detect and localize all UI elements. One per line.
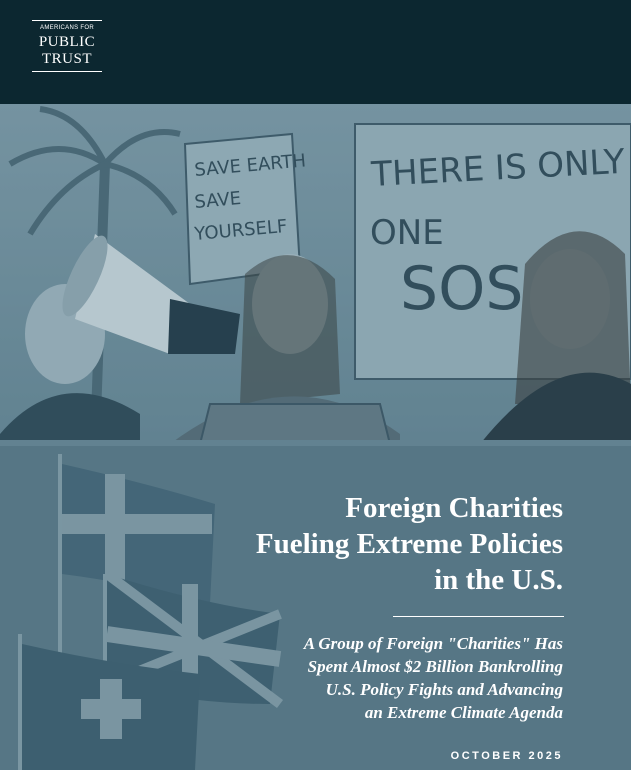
title-line-1: Foreign Charities <box>345 492 563 524</box>
subtitle-line-1: A Group of Foreign "Charities" Has <box>303 634 563 653</box>
logo-line-2: PUBLIC <box>38 34 96 50</box>
sign-right-line-3: SOS <box>400 254 524 324</box>
sign-left-line-3: YOURSELF <box>193 215 289 245</box>
logo-top-rule <box>32 20 102 21</box>
header-bar <box>0 0 631 104</box>
title-line-3: in the U.S. <box>434 564 563 596</box>
logo-line-3: TRUST <box>41 51 92 67</box>
subtitle-line-2: Spent Almost $2 Billion Bankrolling <box>307 657 563 676</box>
sign-left-line-1: SAVE EARTH <box>193 150 307 181</box>
publication-date: OCTOBER 2025 <box>450 750 563 762</box>
americans-for-public-trust-logo <box>32 20 102 74</box>
subtitle-line-3: U.S. Policy Fights and Advancing <box>325 680 563 699</box>
report-title <box>143 490 563 598</box>
sign-right-line-2: ONE <box>370 213 444 253</box>
logo-bottom-rule <box>32 71 102 72</box>
report-subtitle <box>143 632 563 724</box>
title-line-2: Fueling Extreme Policies <box>255 528 563 560</box>
subtitle-line-4: an Extreme Climate Agenda <box>364 703 563 722</box>
sign-right-line-1: THERE IS ONLY <box>370 141 626 195</box>
sign-left-line-2: SAVE <box>193 187 242 213</box>
logo-line-1: AMERICANS FOR <box>40 25 94 31</box>
title-divider <box>393 616 564 617</box>
